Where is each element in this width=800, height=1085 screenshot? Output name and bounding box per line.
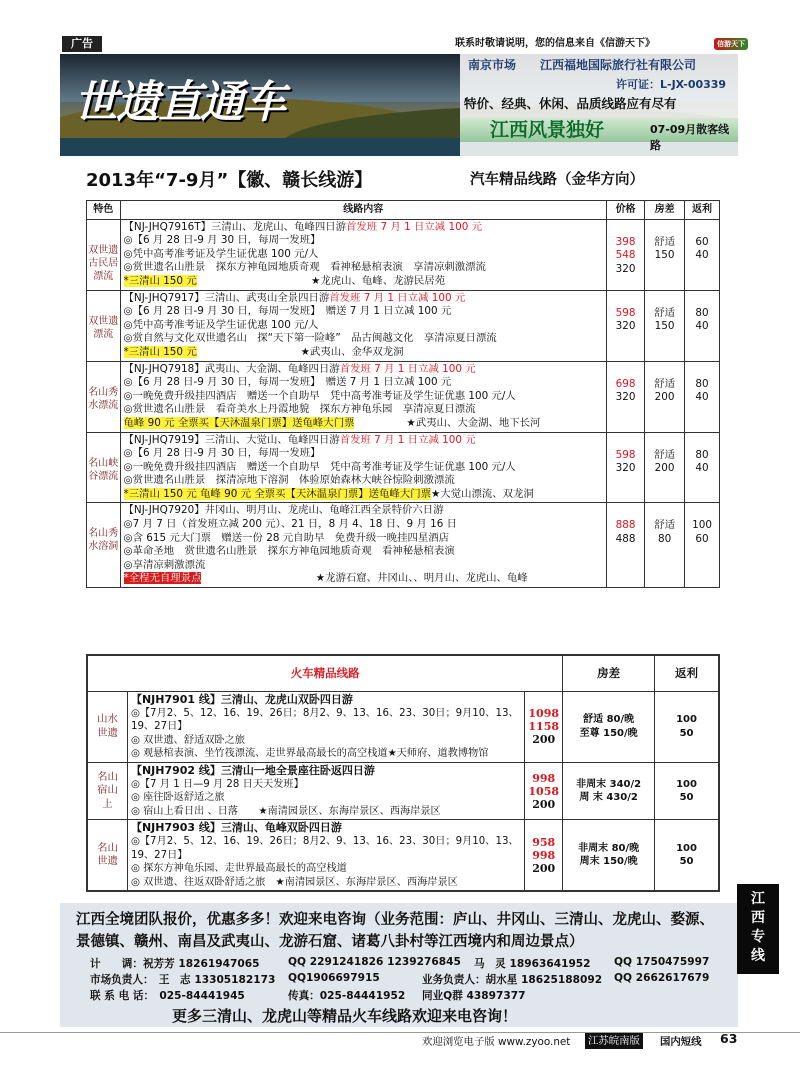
route-text: 【NJ-JHQ7920】井冈山、明月山、龙虎山、龟峰江西全景特价六日游 [123, 504, 444, 517]
route-line [124, 376, 603, 390]
route-text: ◎凭中高考准考证及学生证优惠 100 元/人 [123, 318, 319, 331]
route-content [120, 432, 606, 503]
route-text: ★大觉山漂流、双龙洞 [430, 487, 534, 500]
rebate [685, 290, 720, 361]
train-header-room: 房差 [563, 656, 655, 692]
route-line [124, 221, 603, 235]
train-room-value: 周 末 430/2 [579, 792, 638, 804]
room-value: 舒适 [654, 235, 675, 248]
train-price [525, 692, 563, 763]
train-room-value: 非周末 80/晚 [578, 842, 640, 854]
rebate-value: 40 [695, 391, 709, 404]
train-route-line: ◎ 观悬棺表演、坐竹筏漂流、走世界最高最长的高空栈道★天师府、道教博物馆 [130, 748, 489, 760]
route-line [124, 461, 603, 475]
train-room-value: 至尊 150/晚 [579, 727, 638, 739]
train-routes-section [86, 654, 720, 892]
room-value: 200 [654, 462, 675, 475]
route-content [120, 503, 606, 588]
route-line [124, 332, 603, 346]
bus-table-header [87, 201, 720, 220]
header-route: 线路内容 [120, 201, 606, 220]
route-text: ◎【6 月 28 日-9 月 30 日，每周一发班】 赠送 7 月 1 日立减 100 元 [123, 305, 452, 318]
ad-source-note: 联系时敬请说明，您的信息来自《信游天下》 [455, 38, 655, 49]
highlight-offer: *三清山 150 元 [123, 274, 197, 287]
banner-agency: 江西福地国际旅行社有限公司 [540, 58, 697, 72]
train-price [525, 820, 563, 891]
section-side-tab [737, 884, 779, 974]
price-value: 598 [615, 306, 636, 319]
train-price-value: 998 [532, 848, 556, 862]
train-price-value: 998 [532, 771, 556, 785]
train-route-line: ◎【7 月 1 日—9 月 28 日天天发班】 [130, 778, 304, 790]
brand-badge: 信游天下 [714, 38, 748, 50]
route-line [124, 319, 603, 333]
route-line [124, 346, 603, 360]
train-rebate [655, 692, 719, 763]
train-table-body [88, 692, 719, 891]
bus-table-body [87, 219, 720, 587]
price-value: 888 [615, 519, 636, 532]
rebate-value: 100 [692, 519, 712, 532]
route-price [606, 290, 644, 361]
banner-period: 07-09月散客线路 [650, 123, 730, 152]
route-feature: 名山秀水漂流 [87, 361, 121, 432]
price-value: 320 [615, 262, 636, 275]
route-text: ◎革命圣地 赏世遗名山胜景 探东方神龟园地质奇观 看神秘悬棺表演 [123, 545, 455, 558]
banner-market: 南京市场 [468, 58, 517, 72]
route-text: ◎【6 月 28 日-9 月 30 日，每周一发班】 [123, 447, 321, 460]
route-text: 【NJ-JHQ7917】三清山、武夷山全景四日游 [123, 291, 330, 304]
bus-routes-table [86, 200, 720, 588]
train-route-row [88, 762, 719, 819]
highlight-note: *全程无自理景点 [123, 572, 202, 585]
route-feature: 双世遗漂流 [87, 290, 121, 361]
train-table-header [88, 656, 719, 692]
route-line [124, 434, 603, 448]
side-tab-label: 江西专线 [751, 891, 765, 964]
train-room-value: 舒适 80/晚 [583, 714, 635, 726]
contact-business-lead-qq: QQ 2662617679 [614, 972, 710, 984]
route-text: ◎享清凉刺激漂流 [123, 558, 206, 571]
room-value: 舒适 [654, 377, 675, 390]
contact-market-lead-qq: QQ1906697915 [288, 972, 380, 984]
bus-route-row [87, 503, 720, 588]
train-route-content [127, 692, 524, 763]
promo-text: 首发班 7 月 1 日立减 100 元 [329, 291, 466, 304]
route-text: ◎赏世遗名山胜景 探清凉地下溶洞 体验原始森林大峡谷惊险刺激漂流 [123, 474, 455, 487]
train-rebate-value: 100 [676, 778, 697, 790]
train-rebate-value: 50 [679, 792, 694, 804]
train-feature [88, 762, 128, 819]
route-line [124, 248, 603, 262]
price-value: 320 [615, 391, 636, 404]
route-line [124, 518, 603, 532]
room-value: 舒适 [654, 448, 675, 461]
train-route-row [88, 692, 719, 763]
route-feature: 名山峡谷漂流 [87, 432, 121, 503]
train-feature [88, 692, 128, 763]
train-feature-label: 山水世遗 [97, 713, 118, 739]
route-text: ◎赏自然与文化双世遗名山 探“天下第一险峰” 品古闽越文化 享清凉夏日漂流 [123, 332, 497, 345]
train-route-content [127, 820, 524, 891]
train-rebate-value: 50 [679, 727, 694, 739]
train-route-line: ◎ 宿山上看日出 、日落 ★南清园景区、东海岸景区、西海岸景区 [130, 805, 441, 817]
route-line [124, 559, 603, 573]
train-rebate-value: 50 [679, 856, 694, 868]
room-value: 80 [657, 533, 672, 546]
room-value: 150 [654, 249, 675, 262]
room-diff [645, 290, 685, 361]
route-text: ◎凭中高考准考证及学生证优惠 100 元/人 [123, 247, 319, 260]
train-route-line: ◎ 座往卧返舒适之旅 [130, 792, 225, 804]
route-line [124, 403, 603, 417]
bus-route-row [87, 432, 720, 503]
route-text: ◎一晚免费升级挂四酒店 赠送一个自助早 凭中高考准考证及学生证优惠 100 元/人 [123, 389, 516, 402]
route-text: ◎一晚免费升级挂四酒店 赠送一个自助早 凭中高考准考证及学生证优惠 100 元/人 [123, 460, 516, 473]
train-rebate [655, 762, 719, 819]
header-rebate: 返利 [685, 201, 720, 220]
route-line [124, 292, 603, 306]
route-text: ◎【6 月 28 日-9 月 30 日，每周一发班】 [123, 234, 321, 247]
price-value: 320 [615, 320, 636, 333]
contact-planner-qq: QQ 2291241826 1239276845 [288, 956, 461, 968]
rebate-value: 60 [695, 533, 709, 546]
route-content [120, 219, 606, 290]
route-content [120, 290, 606, 361]
route-line [124, 305, 603, 319]
route-line [124, 390, 603, 404]
contact-planner-2-qq: QQ 1750475997 [614, 956, 710, 968]
route-line [124, 275, 603, 289]
route-text: 【NJ-JHQ7918】武夷山、大金湖、龟峰四日游 [123, 362, 340, 375]
promo-text: 首发班 7 月 1 日立减 100 元 [339, 362, 476, 375]
room-value: 舒适 [654, 306, 675, 319]
train-route-line: ◎ 双世遗、往返双卧舒适之旅 ★南清园景区、东海岸景区、西海岸景区 [130, 876, 458, 888]
route-text: ◎7 月 7 日（首发班立减 200 元）、21 日，8 月 4、18 日、9 月 16 日 [123, 518, 458, 531]
contact-phone: 联 系 电 话： 025-84441945 [90, 990, 245, 1002]
train-feature-label: 名山宿山上 [97, 770, 118, 810]
train-header-rebate: 返利 [655, 656, 719, 692]
bus-route-row [87, 290, 720, 361]
route-text: ◎赏世遗名山胜景 探东方神龟园地质奇观 看神秘悬棺表演 享清凉刺激漂流 [123, 261, 486, 274]
route-line [124, 417, 603, 431]
train-rebate [655, 820, 719, 891]
train-route-row [88, 820, 719, 891]
train-rebate-value: 100 [676, 842, 697, 854]
page-number: 63 [720, 1031, 738, 1046]
train-heading: 火车精品线路 [88, 656, 563, 692]
train-price-value: 958 [532, 835, 556, 849]
rebate-value: 40 [695, 249, 709, 262]
train-price [525, 762, 563, 819]
header-feature: 特色 [87, 201, 121, 220]
route-text: ◎【6 月 28 日-9 月 30 日，每周一发班】 赠送 7 月 1 日立减 100 元 [123, 376, 452, 389]
train-route-name: 【NJH7901 线】三清山、龙虎山双卧四日游 [130, 693, 353, 706]
route-line [124, 474, 603, 488]
bus-route-row [87, 219, 720, 290]
banner [60, 54, 738, 156]
train-room-diff [563, 820, 655, 891]
highlight-offer: *三清山 150 元 龟峰 90 元 全票买【天沐温泉门票】送龟峰大门票 [123, 487, 431, 500]
highlight-offer: *三清山 150 元 [123, 345, 197, 358]
room-value: 200 [654, 391, 675, 404]
route-text: ★龙游石窟、井冈山、、明月山、龙虎山、龟峰 [201, 572, 528, 585]
train-feature-label: 名山世遗 [97, 841, 118, 868]
route-line [124, 488, 603, 502]
price-value: 698 [615, 377, 636, 390]
price-value: 548 [615, 249, 636, 262]
train-room-value: 非周末 340/2 [576, 778, 642, 790]
route-text: ★武夷山、大金湖、地下长河 [354, 416, 541, 429]
rebate-value: 60 [695, 235, 709, 248]
price-value: 488 [615, 533, 636, 546]
contact-fax: 传真：025-84441952 [288, 990, 406, 1002]
room-value: 150 [654, 320, 675, 333]
route-text: 【NJ-JHQ7916T】三清山、龙虎山、龟峰四日游 [123, 220, 347, 233]
route-text: 【NJ-JHQ7919】三清山、大觉山、龟峰四日游 [123, 433, 340, 446]
train-price-value: 1158 [528, 720, 560, 734]
route-line [124, 234, 603, 248]
room-value: 舒适 [654, 519, 675, 532]
contact-planner: 计 调：祝芳芳 18261947065 [90, 958, 260, 970]
rebate-value: 40 [695, 462, 709, 475]
rebate-value: 40 [695, 320, 709, 333]
ad-tag: 广告 [62, 36, 102, 52]
route-feature: 名山秀水溶洞 [87, 503, 121, 588]
train-route-line: ◎【7月2、5、12、16、19、26日；8月2、9、13、16、23、30日；9月10、13、19、27日】 [130, 835, 519, 861]
train-route-line: ◎ 探东方神龟乐园、走世界最高最长的高空栈道 [130, 863, 347, 875]
room-diff [645, 503, 685, 588]
rebate-value: 80 [695, 306, 709, 319]
route-text: ◎赏世遗名山胜景 看奇美水上丹霞地貌 探东方神龟乐园 享清凉夏日漂流 [123, 403, 476, 416]
header-price: 价格 [606, 201, 644, 220]
train-route-name: 【NJH7902 线】三清山一地全景座往卧返四日游 [130, 763, 375, 777]
website-note: 欢迎浏览电子版 www.zyoo.net [422, 1036, 571, 1048]
highlight-offer: 龟峰 90 元 全票买【天沐温泉门票】送龟峰大门票 [123, 416, 355, 429]
route-text: ★武夷山、金华双龙洞 [196, 345, 404, 358]
price-value: 320 [615, 462, 636, 475]
route-line [124, 572, 603, 586]
room-diff [645, 219, 685, 290]
edition-label: 江苏皖南版 [585, 1033, 643, 1049]
contact-business-lead: 业务负责人：胡水星 18625188092 [422, 974, 603, 986]
group-offer-intro: 江西全境团队报价，优惠多多！欢迎来电咨询（业务范围：庐山、井冈山、三清山、龙虎山、婺源、景德镇、赣州、南昌及武夷山、龙游石窟、诸葛八卦村等江西境内和周边景点） [76, 912, 714, 950]
train-route-line: ◎【7月2、5、12、16、19、26日；8月2、9、13、16、23、30日；9月10、13、19、27日】 [130, 707, 519, 733]
bus-route-row [87, 361, 720, 432]
rebate-value: 80 [695, 448, 709, 461]
route-text: ◎含 615 元大门票 赠送一份 28 元自助早 免费升级一晚挂四星酒店 [123, 531, 450, 544]
train-price-value: 1058 [528, 784, 560, 798]
train-price-value: 1098 [528, 707, 560, 721]
route-price [606, 361, 644, 432]
train-feature [88, 820, 128, 891]
contact-market-lead: 市场负责人： 王 志 13305182173 [90, 974, 276, 986]
route-line [124, 261, 603, 275]
train-room-diff [563, 692, 655, 763]
rebate [685, 219, 720, 290]
page-subtitle: 汽车精品线路（金华方向） [470, 172, 644, 188]
route-line [124, 545, 603, 559]
banner-slogan: 特价、经典、休闲、品质线路应有尽有 [464, 96, 677, 111]
route-content [120, 361, 606, 432]
route-line [124, 504, 603, 518]
rebate-value: 80 [695, 377, 709, 390]
room-diff [645, 361, 685, 432]
banner-license: 许可证：L-JX-00339 [616, 78, 727, 91]
route-price [606, 432, 644, 503]
train-price-value: 200 [532, 861, 556, 875]
route-feature: 双世遗古民居漂流 [87, 219, 121, 290]
price-value: 598 [615, 448, 636, 461]
promo-text: 首发班 7 月 1 日立减 100 元 [346, 220, 483, 233]
rebate [685, 432, 720, 503]
room-diff [645, 432, 685, 503]
more-routes-callout: 更多三清山、龙虎山等精品火车线路欢迎来电咨询！ [172, 1007, 518, 1025]
train-rebate-value: 100 [676, 714, 697, 726]
page-title: 2013年“7-9月”【徽、赣长线游】 [86, 170, 373, 191]
train-route-name: 【NJH7903 线】三清山、龟峰双卧四日游 [130, 821, 342, 835]
contact-qq-group: 同业Q群 43897377 [422, 990, 526, 1002]
route-line [124, 532, 603, 546]
train-route-line: ◎ 双世遗、舒适双卧之旅 [130, 734, 245, 746]
banner-theme: 江西风景独好 [490, 119, 605, 141]
route-text: ★龙虎山、龟峰、龙游民居苑 [196, 274, 446, 287]
route-price [606, 503, 644, 588]
train-room-diff [563, 762, 655, 819]
contact-planner-2: 马 灵 18963641952 [474, 958, 591, 970]
train-room-value: 周末 150/晚 [579, 856, 638, 868]
section-name: 国内短线 [660, 1036, 702, 1048]
train-price-value: 200 [532, 733, 556, 747]
price-value: 398 [615, 235, 636, 248]
banner-logo: 世遗直通车 [74, 77, 284, 128]
rebate [685, 503, 720, 588]
route-line [124, 363, 603, 377]
rebate [685, 361, 720, 432]
train-price-value: 200 [532, 797, 556, 811]
train-route-content [127, 762, 524, 819]
route-price [606, 219, 644, 290]
train-routes-table [87, 655, 719, 891]
route-line [124, 447, 603, 461]
header-room: 房差 [645, 201, 685, 220]
promo-text: 首发班 7 月 1 日立减 100 元 [339, 433, 476, 446]
